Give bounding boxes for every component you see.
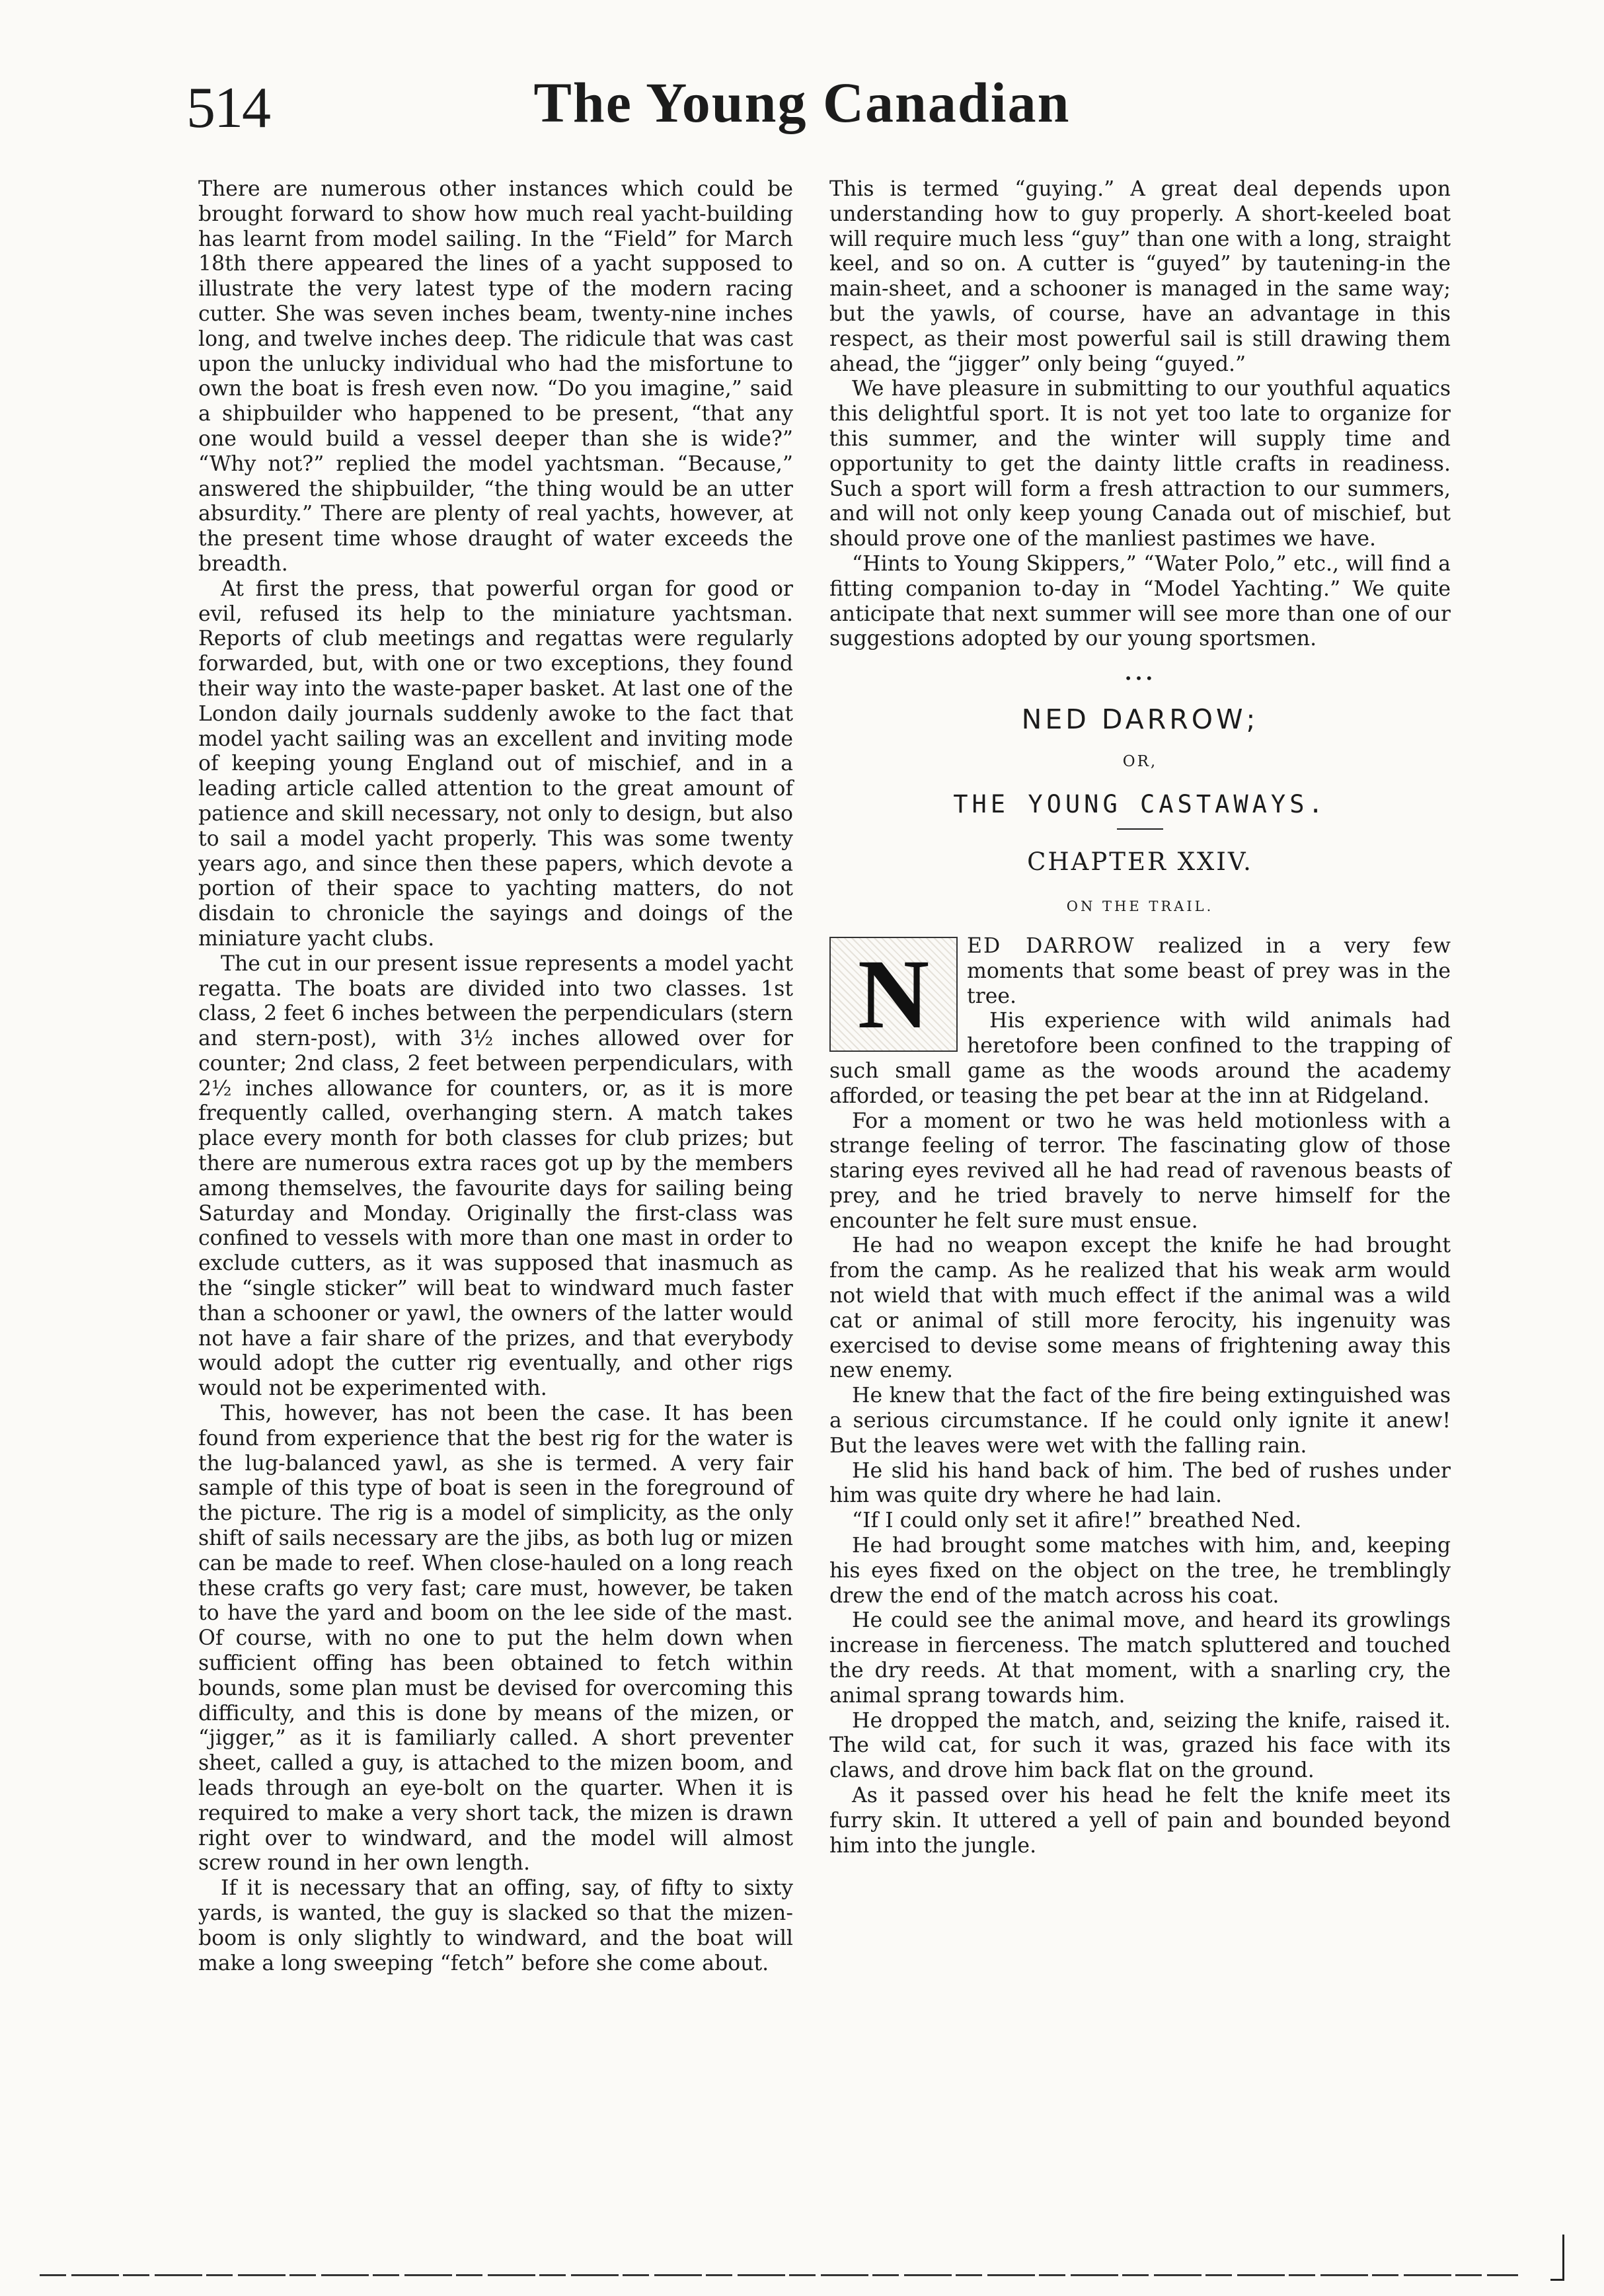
corner-mark <box>1562 2235 1564 2281</box>
opening-rest: realized in a very few moments that some beast of prey was in the tree. <box>967 933 1451 1008</box>
section-divider: ••• <box>1124 670 1156 687</box>
article-paragraph: This, however, has not been the case. It has been found from experience that the best rig for the water is the lug-balanced yawl, as she is termed. A very fair sample of this type of boat is seen in the foreground of the picture. The rig is a model of simplicity, as the only shift of sails necessary are the jibs, as both lug or mizen can be made to reef. When close-hauled on a long reach these crafts go very fast; care must, however, be taken to have the yard and boom on the lee side of the mast. Of course, with no one to put the helm down when sufficient offing has been obtained to fetch within bounds, some plan must be devised for overcoming this difficulty, and this is done by means of the mizen, or “jigger,” as it is familiarly called. A short preventer sheet, called a guy, is attached to the mizen boom, and leads through an eye-bolt on the quarter. When it is required to make a very short tack, the mizen is drawn right over to windward, and the model will almost screw round in her own length. <box>198 1402 793 1876</box>
article-paragraph: His experience with wild animals had heretofore been confined to the trapping of such small game as the woods around the academy afforded, or teasing the pet bear at the inn at Ridgeland. <box>829 1009 1451 1108</box>
article-paragraph: He dropped the match, and, seizing the knife, raised it. The wild cat, for such it was, grazed his face with its claws, and drove him back flat on the ground. <box>829 1708 1451 1783</box>
article-paragraph: He knew that the fact of the fire being extinguished was a serious circumstance. If he could only ignite it anew! But the leaves were wet with the falling rain. <box>829 1384 1451 1458</box>
article-paragraph: As it passed over his head he felt the knife meet its furry skin. It uttered a yell of pain and bounded beyond him into the jungle. <box>829 1784 1451 1858</box>
story-opening <box>829 934 1451 1109</box>
left-column <box>198 177 793 1976</box>
article-paragraph: He had no weapon except the knife he had brought from the camp. As he realized that his weak arm would not wield that with much effect if the animal was a wild cat or animal of still more ferocity, his ingenuity was exercised to devise some means of frightening away this new enemy. <box>829 1234 1451 1383</box>
dropcap-letter: N <box>829 937 958 1052</box>
masthead-title: The Young Canadian <box>533 71 1071 134</box>
footer-rule <box>40 2274 1518 2276</box>
article-paragraph: For a moment or two he was held motionless with a strange feeling of terror. The fascinating glow of those staring eyes revived all he had read of ravenous beasts of prey, and he tried bravely to nerve himself for the encounter he felt sure must ensue. <box>829 1109 1451 1233</box>
story-or: OR, <box>1122 752 1158 770</box>
chapter-heading: CHAPTER XXIV. <box>1027 848 1253 877</box>
story-title: NED DARROW; <box>1021 703 1259 735</box>
article-paragraph: There are numerous other instances which could be brought forward to show how much real yacht-building has learnt from model sailing. In the “Field” for March 18th there appeared the lines of a yacht supposed to illustrate the very latest type of the modern racing cutter. She was seven inches beam, twenty-nine inches long, and twelve inches deep. The ridicule that was cast upon the unlucky individual who had the misfortune to own the boat is fresh even now. “Do you imagine,” said a shipbuilder who happened to be present, “that any one would build a vessel deeper than she is wide?” “Why not?” replied the model yachtsman. “Because,” answered the shipbuilder, “the thing would be an utter absurdity.” There are plenty of real yachts, however, at the present time whose draught of water exceeds the breadth. <box>198 177 793 576</box>
article-paragraph: “If I could only set it afire!” breathed Ned. <box>852 1509 1302 1533</box>
article-paragraph: The cut in our present issue represents a model yacht regatta. The boats are divided into two classes. 1st class, 2 feet 6 inches between the perpendiculars (stern and stern-post), with 3½ inches allowed over for counter; 2nd class, 2 feet between perpendiculars, with 2½ inches allowance for counters, or, as it is more frequently called, overhanging stern. A match takes place every month for both classes for club prizes; but there are numerous extra races got up by the members among themselves, the favourite days for sailing being Saturday and Monday. Originally the first-class was confined to vessels with more than one mast in order to exclude cutters, as it was supposed that inasmuch as the “single sticker” will beat to windward much faster than a schooner or yawl, the owners of the latter would not have a fair share of the prizes, and that everybody would adopt the cutter rig eventually, and other rigs would not be experimented with. <box>198 951 793 1401</box>
article-paragraph: He slid his hand back of him. The bed of rushes under him was quite dry where he had lain. <box>829 1458 1451 1508</box>
section-heading: ON THE TRAIL. <box>1066 898 1214 915</box>
story-subtitle: THE YOUNG CASTAWAYS. <box>953 789 1327 818</box>
article-paragraph: We have pleasure in submitting to our youthful aquatics this delightful sport. It is not yet too late to organize for this summer, and the winter will supply time and opportunity to get the dainty little crafts in readiness. Such a sport will form a fresh attraction to our summers, and will not only keep young Canada out of mischief, but should prove one of the manliest pastimes we have. <box>829 377 1451 551</box>
article-paragraph: He had brought some matches with him, and, keeping his eyes fixed on the object on the tree, he tremblingly drew the end of the match across his coat. <box>829 1534 1451 1608</box>
article-paragraph: If it is necessary that an offing, say, of fifty to sixty yards, is wanted, the guy is slacked so that the mizen-boom is only slightly to windward, and the boat will make a long sweeping “fetch” before she come about. <box>198 1876 793 1975</box>
page-number: 514 <box>186 76 270 140</box>
article-paragraph: At first the press, that powerful organ for good or evil, refused its help to the miniature yachtsman. Reports of club meetings and regattas were regularly forwarded, but, with one or two exceptions, they found their way into the waste-paper basket. At last one of the London daily journals suddenly awoke to the fact that model yacht sailing was an excellent and inviting mode of keeping young England out of mischief, and in a leading article called attention to the great amount of patience and skill necessary, not only to design, but also to sail a model yacht properly. This was some twenty years ago, and since then these papers, which devote a portion of their space to yachting matters, do not disdain to chronicle the sayings and doings of the miniature yacht clubs. <box>198 576 793 951</box>
right-column <box>829 177 1451 1858</box>
article-paragraph: “Hints to Young Skippers,” “Water Polo,” etc., will find a fitting companion to-day in “Model Yachting.” We quite anticipate that next summer will see more than one of our suggestions adopted by our young sportsmen. <box>829 551 1451 651</box>
title-rule <box>1117 828 1163 830</box>
article-paragraph: This is termed “guying.” A great deal depends upon understanding how to guy properly. A short-keeled boat will require much less “guy” than one with a long, straight keel, and so on. A cutter is “guyed” by tautening-in the main-sheet, and a schooner is managed in the same way; but the yawls, of course, have an advantage in this respect, as their most powerful sail is still drawing them ahead, the “jigger” only being “guyed.” <box>829 177 1451 376</box>
opening-caps: ED DARROW <box>967 933 1135 958</box>
article-paragraph: He could see the animal move, and heard its growlings increase in fierceness. The match spluttered and touched the dry reeds. At that moment, with a snarling cry, the animal sprang towards him. <box>829 1608 1451 1708</box>
